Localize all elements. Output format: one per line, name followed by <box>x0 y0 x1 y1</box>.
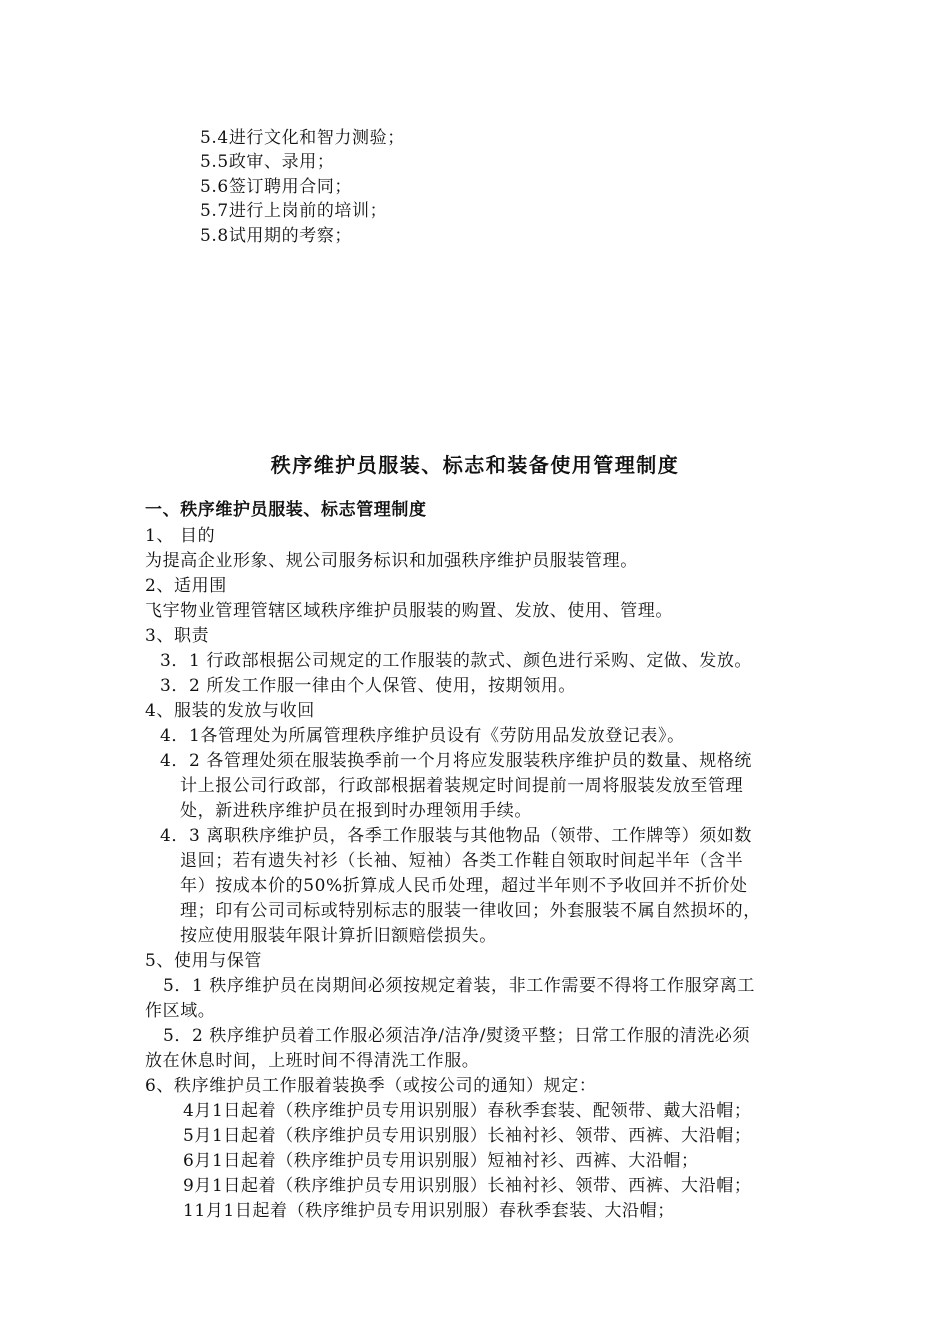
document-title: 秩序维护员服装、标志和装备使用管理制度 <box>270 453 680 477</box>
subsection-heading: 5、使用与保管 <box>145 951 263 971</box>
subsection-heading: 1、 目的 <box>145 526 216 546</box>
paragraph: 为提高企业形象、规公司服务标识和加强秩序维护员服装管理。 <box>145 551 638 571</box>
list-item: 3．2 所发工作服一律由个人保管、使用，按期领用。 <box>160 676 577 696</box>
list-item: 5月1日起着（秩序维护员专用识别服）长袖衬衫、领带、西裤、大沿帽； <box>183 1126 752 1146</box>
list-item: 3．1 行政部根据公司规定的工作服装的款式、颜色进行采购、定做、发放。 <box>160 651 753 671</box>
subsection-heading: 3、职责 <box>145 626 210 646</box>
subsection-heading: 4、服装的发放与收回 <box>145 701 315 721</box>
list-item-continuation: 放在休息时间，上班时间不得清洗工作服。 <box>145 1051 480 1071</box>
list-item: 9月1日起着（秩序维护员专用识别服）长袖衬衫、领带、西裤、大沿帽； <box>183 1176 752 1196</box>
list-item-continuation: 年）按成本价的50%折算成人民币处理，超过半年则不予收回并不折价处 <box>180 876 748 896</box>
list-item: 11月1日起着（秩序维护员专用识别服）春秋季套装、大沿帽； <box>183 1201 675 1221</box>
list-item: 5.5政审、录用； <box>200 152 335 172</box>
list-item: 5．1 秩序维护员在岗期间必须按规定着装，非工作需要不得将工作服穿离工 <box>163 976 756 996</box>
list-item: 6月1日起着（秩序维护员专用识别服）短袖衬衫、西裤、大沿帽； <box>183 1151 699 1171</box>
subsection-heading: 2、适用围 <box>145 576 227 596</box>
list-item: 5.8试用期的考察； <box>200 226 353 246</box>
list-item: 5.4进行文化和智力测验； <box>200 128 405 148</box>
list-item-continuation: 处，新进秩序维护员在报到时办理领用手续。 <box>180 801 532 821</box>
paragraph: 飞宇物业管理管辖区域秩序维护员服装的购置、发放、使用、管理。 <box>145 601 673 621</box>
list-item: 5．2 秩序维护员着工作服必须洁净/洁净/熨烫平整；日常工作服的清洗必须 <box>163 1026 751 1046</box>
list-item: 4．1各管理处为所属管理秩序维护员设有《劳防用品发放登记表》。 <box>160 726 685 746</box>
list-item: 4．2 各管理处须在服装换季前一个月将应发服装秩序维护员的数量、规格统 <box>160 751 753 771</box>
section-heading: 一、秩序维护员服装、标志管理制度 <box>145 500 427 520</box>
list-item: 4．3 离职秩序维护员，各季工作服装与其他物品（领带、工作牌等）须如数 <box>160 826 753 846</box>
list-item-continuation: 理；印有公司司标或特别标志的服装一律收回；外套服装不属自然损坏的， <box>180 901 761 921</box>
subsection-heading: 6、秩序维护员工作服着装换季（或按公司的通知）规定： <box>145 1076 597 1096</box>
list-item-continuation: 按应使用服装年限计算折旧额赔偿损失。 <box>180 926 497 946</box>
list-item: 5.7进行上岗前的培训； <box>200 201 388 221</box>
list-item-continuation: 作区域。 <box>145 1001 216 1021</box>
list-item-continuation: 退回；若有遗失衬衫（长袖、短袖）各类工作鞋自领取时间起半年（含半 <box>180 851 744 871</box>
list-item-continuation: 计上报公司行政部，行政部根据着装规定时间提前一周将服装发放至管理 <box>180 776 744 796</box>
list-item: 5.6签订聘用合同； <box>200 177 353 197</box>
list-item: 4月1日起着（秩序维护员专用识别服）春秋季套装、配领带、戴大沿帽； <box>183 1101 752 1121</box>
